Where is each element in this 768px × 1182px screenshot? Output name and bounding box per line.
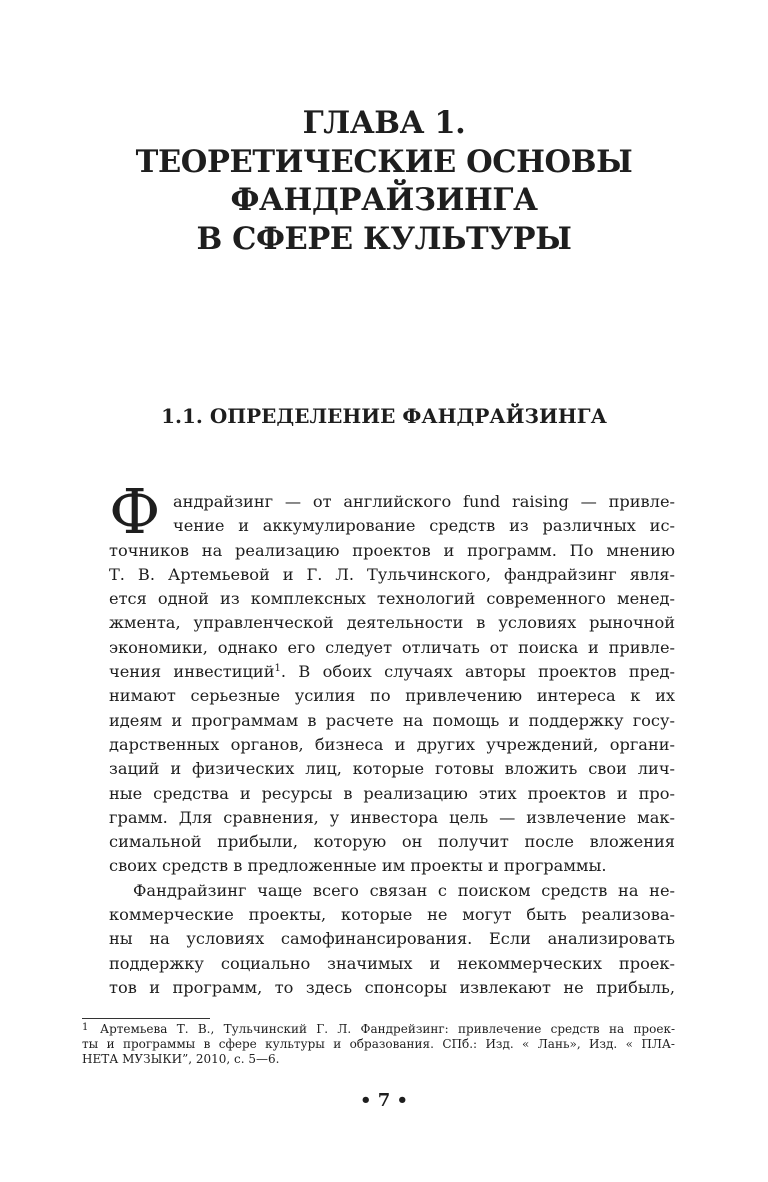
text-line <box>109 660 675 684</box>
text-fragment: чения инвестиций <box>109 662 275 682</box>
text-line: Фандрайзинг чаще всего связан с поиском средств на не- <box>133 880 675 900</box>
text-line: ные средства и ресурсы в реализацию этих проектов и про- <box>109 783 675 803</box>
chapter-heading-line: ТЕОРЕТИЧЕСКИЕ ОСНОВЫ <box>135 143 633 180</box>
footnote-reference: 1 <box>274 663 281 675</box>
footnote-text: Артемьева Т. В., Тульчинский Г. Л. Фандрейзинг: привлечение средств на проек- <box>100 1022 675 1036</box>
text-line: ны на условиях самофинансирования. Если анализировать <box>109 929 675 949</box>
footnote-divider <box>82 1018 210 1019</box>
text-line: андрайзинг — от английского fund raising — привле- <box>173 492 675 511</box>
text-line: ется одной из комплексных технологий современного менед- <box>109 589 675 609</box>
text-line: Т. В. Артемьевой и Г. Л. Тульчинского, фандрайзинг явля- <box>109 564 675 584</box>
text-fragment: . В обоих случаях авторы проектов пред- <box>280 662 675 682</box>
text-line: своих средств в предложенные им проекты и программы. <box>109 856 607 876</box>
text-line: грамм. Для сравнения, у инвестора цель — извлечение мак- <box>109 807 675 827</box>
chapter-heading-line: ГЛАВА 1. <box>302 105 466 141</box>
text-line: идеям и программам в расчете на помощь и поддержку госу- <box>109 710 675 730</box>
text-line: заций и физических лиц, которые готовы вложить свои лич- <box>109 759 675 779</box>
footnote-line: ты и программы в сфере культуры и образования. СПб.: Изд. « Лань», Изд. « ПЛА- <box>82 1037 675 1051</box>
text-line: коммерческие проекты, которые не могут быть реализова- <box>109 905 675 925</box>
section-title: 1.1. ОПРЕДЕЛЕНИЕ ФАНДРАЙЗИНГА <box>161 404 607 428</box>
text-line: чение и аккумулирование средств из различных ис- <box>173 516 675 536</box>
drop-cap: Ф <box>109 475 161 548</box>
text-line: нимают серьезные усилия по привлечению интереса к их <box>109 686 675 706</box>
body-text <box>109 490 675 1000</box>
text-line: дарственных органов, бизнеса и других учреждений, органи- <box>109 734 675 754</box>
text-line: симальной прибыли, которую он получит после вложения <box>109 832 675 852</box>
chapter-heading <box>0 104 768 258</box>
text-line: жмента, управленческой деятельности в условиях рыночной <box>109 613 675 633</box>
chapter-heading-line: ФАНДРАЙЗИНГА <box>230 182 538 218</box>
text-line: тов и программ, то здесь спонсоры извлекают не прибыль, <box>109 977 675 997</box>
footnote-line: НЕТА МУЗЫКИ”, 2010, с. 5—6. <box>82 1052 280 1066</box>
text-line: экономики, однако его следует отличать от поиска и привле- <box>109 637 675 657</box>
text-line: поддержку социально значимых и некоммерческих проек- <box>109 953 675 973</box>
text-line: точников на реализацию проектов и программ. По мнению <box>109 540 675 560</box>
chapter-heading-line: В СФЕРЕ КУЛЬТУРЫ <box>196 220 572 257</box>
page-number: • 7 • <box>359 1090 409 1111</box>
footnote <box>82 1022 675 1067</box>
footnote-line: 1 Артемьева Т. В., Тульчинский Г. Л. Фандрейзинг: привлечение средств на проек- <box>82 1022 675 1036</box>
